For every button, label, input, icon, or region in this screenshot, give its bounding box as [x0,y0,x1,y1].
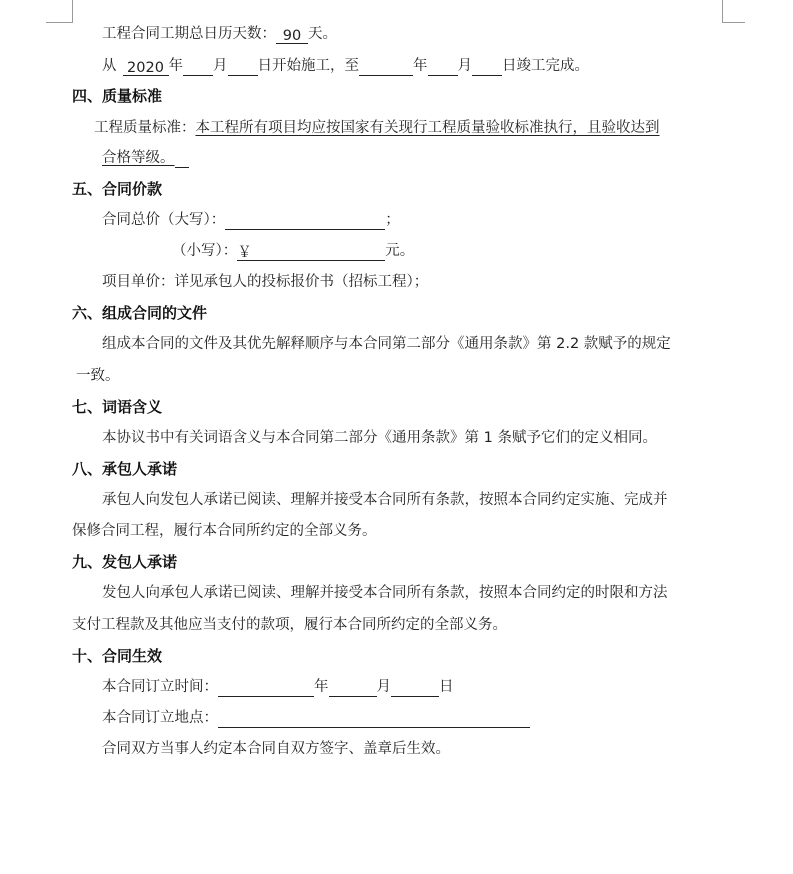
quality-line-2 [102,148,189,168]
end-label: 日竣工完成。 [502,58,589,74]
period-label: 工程合同工期总日历天数： [102,26,276,42]
total-upper-label: 合同总价（大写）： [102,212,226,228]
sign-day-field [391,679,439,697]
quality-underline-tail [175,150,189,168]
section-4-heading: 四、质量标准 [72,87,163,105]
sign-place-line [102,708,530,728]
total-lower-field: ￥ [237,243,385,261]
period-days-field: 90 [276,26,308,44]
start-year-field: 2020 [123,58,169,76]
section-6-heading: 六、组成合同的文件 [72,304,208,322]
total-upper-semicolon: ； [385,212,400,228]
section-7-heading: 七、词语含义 [72,398,163,416]
sign-year-label: 年 [314,679,329,695]
start-label: 日开始施工，至 [257,58,359,74]
sign-day-label: 日 [439,679,454,695]
total-lower-label: （小写）： [172,243,238,259]
sign-time-label: 本合同订立时间： [102,679,218,695]
end-year-field [359,58,413,76]
quality-text-1: 本工程所有项目均应按国家有关现行工程质量验收标准执行，且验收达到 [195,120,660,136]
sign-month-label: 月 [376,679,391,695]
employer-line-2: 支付工程款及其他应当支付的款项，履行本合同所约定的全部义务。 [72,617,507,633]
quality-label: 工程质量标准： [94,120,196,136]
year-label-2: 年 [413,58,428,74]
employer-line-1: 发包人向承包人承诺已阅读、理解并接受本合同所有条款，按照本合同约定的时限和方法 [102,585,668,601]
year-label: 年 [168,58,183,74]
yuan-label: 元。 [385,243,415,259]
total-lower-line [172,241,414,261]
crop-mark-top-left [46,0,73,23]
unit-price-line: 项目单价：详见承包人的投标报价书（招标工程）； [102,274,429,290]
total-upper-field [225,212,385,230]
terms-line-1: 本协议书中有关词语含义与本合同第二部分《通用条款》第 1 条赋予它们的定义相同。 [102,430,657,446]
sign-time-line [102,677,454,697]
start-month-field [183,58,213,76]
from-label: 从 [102,58,117,74]
period-line [102,24,337,44]
month-label-2: 月 [457,58,472,74]
end-month-field [428,58,458,76]
period-range-line [102,56,589,76]
section-8-heading: 八、承包人承诺 [72,460,178,478]
sign-month-field [329,679,377,697]
period-days-suffix: 天。 [308,26,337,42]
sign-year-field [218,679,314,697]
crop-mark-top-right [722,0,745,23]
sign-place-field [218,710,530,728]
quality-text-2: 合格等级。 [102,150,175,166]
total-upper-line [102,210,400,230]
sign-place-label: 本合同订立地点： [102,710,218,726]
start-day-field [228,58,258,76]
section-10-heading: 十、合同生效 [72,647,163,665]
end-day-field [472,58,502,76]
month-label: 月 [213,58,228,74]
quality-line-1 [94,118,660,138]
section-5-heading: 五、合同价款 [72,180,163,198]
documents-line-1: 组成本合同的文件及其优先解释顺序与本合同第二部分《通用条款》第 2.2 款赋予的规定 [102,336,671,352]
contractor-line-2: 保修合同工程，履行本合同所约定的全部义务。 [72,523,377,539]
documents-line-2: 一致。 [76,368,120,384]
section-9-heading: 九、发包人承诺 [72,553,178,571]
contractor-line-1: 承包人向发包人承诺已阅读、理解并接受本合同所有条款，按照本合同约定实施、完成并 [102,492,668,508]
effect-line: 合同双方当事人约定本合同自双方签字、盖章后生效。 [102,741,450,757]
